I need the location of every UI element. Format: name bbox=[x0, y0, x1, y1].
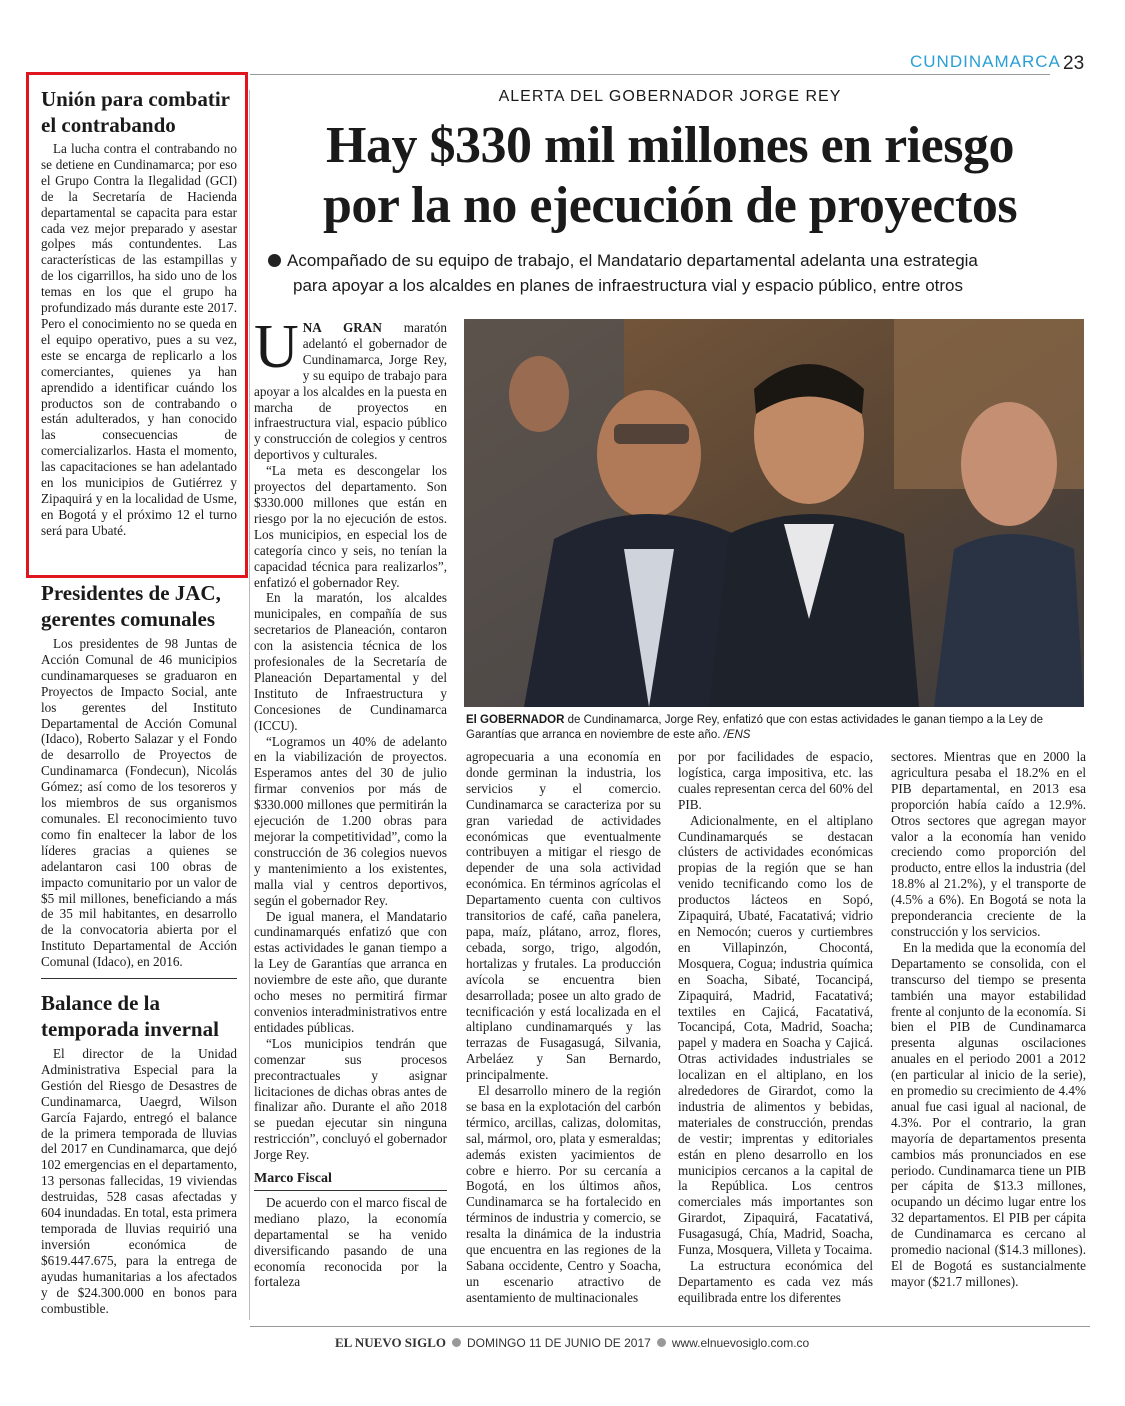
governor-photo bbox=[464, 319, 1084, 707]
footer-url: www.elnuevosiglo.com.co bbox=[671, 1336, 810, 1350]
headline-line-1: Hay $330 mil millones en riesgo bbox=[326, 117, 1014, 174]
photo-illustration bbox=[464, 319, 1084, 707]
col4-p1: sectores. Mientras que en 2000 la agricultura pesaba el 18.2% en el PIB departamental, en 2013 esa proporción había caído a 12.9%. Otros sectores que agregan mayor valor a la economía han venido creciendo como proporción del producto, entre ellos la industria (del 18.8% al 21.2%), y el transporte de (4.5% a 6%). En Bogotá se nota la preponderancia creciente de la construcción y los servicios. bbox=[891, 749, 1086, 939]
lead-caps: NA GRAN bbox=[302, 320, 382, 335]
footer-brand: EL NUEVO SIGLO bbox=[335, 1335, 446, 1350]
box1-title: Unión para combatir el contrabando bbox=[41, 87, 230, 137]
footer bbox=[335, 1335, 895, 1351]
article-column-3 bbox=[678, 749, 873, 1306]
box2-title: Presidentes de JAC, gerentes comunales bbox=[41, 581, 221, 631]
article-column-4 bbox=[891, 749, 1086, 1290]
box3-title: Balance de la temporada invernal bbox=[41, 991, 219, 1041]
header-rule bbox=[250, 74, 1050, 75]
col2-p1: agropecuaria a una economía en donde germinan la industria, los servicios y el comercio. Cundinamarca se caracteriza por su gran variedad de actividades económicas que eventualmente contribuyen a mitigar el riesgo de depender de una sola actividad económica. En términos agrícolas el Departamento cuenta con cultivos transitorios de café, caña panelera, papa, maíz, plátano, arroz, flores, cebada, sorgo, trigo, algodón, hortalizas y frutales. La producción avícola se encuentra bien desarrollada; posee un alto grado de tecnificación y está localizada en el altiplano cundinamarqués y las terrazas de Fusagasugá, Silvania, Arbeláez y San Bernardo, principalmente. bbox=[466, 749, 661, 1083]
box1-paragraph: La lucha contra el contrabando no se detiene en Cundinamarca; por eso el Grupo Contra la Ilegalidad (GCI) de la Secretaría de Hacienda departamental se capacita para estar cada vez mejor preparado y asestar golpes más contundentes. Las características de las estampillas y de los cigarrillos, ha sido uno de los temas en los que el grupo ha profundizado más durante este 2017. Pero el conocimiento no se queda en el equipo operativo, pues a su vez, este se encarga de replicarlo a los comerciantes, quienes ya han aprendido a identificar cuándo los productos son de contrabando o están adulterados, y han conocido las consecuencias de comercializarlos. Hasta el momento, las capacitaciones se han adelantado en los municipios de Gutiérrez y Zipaquirá y en la localidad de Usme, en Bogotá y el próximo 12 el turno será para Ubaté. bbox=[41, 141, 237, 538]
box2-text bbox=[41, 636, 237, 970]
deck bbox=[268, 248, 1078, 298]
col3-p3: La estructura económica del Departamento es cada vez más equilibrada entre los diferentes bbox=[678, 1258, 873, 1305]
caption-credit: /ENS bbox=[723, 729, 751, 741]
article-column-1 bbox=[254, 313, 447, 1290]
col1-p4: “Logramos un 40% de adelanto en la viabilización de proyectos. Esperamos antes del 30 de julio firmar convenios por más de $330.000 millones que permitirán la ejecución de 1.200 obras para mejorar la competitividad”, como la construcción de 36 colegios nuevos y mantenimiento a los existentes, malla vial y centros deportivos, según el gobernador Rey. bbox=[254, 733, 447, 908]
subhead: Marco Fiscal bbox=[254, 1171, 332, 1187]
headline bbox=[255, 116, 1085, 236]
col3-p1: por por facilidades de espacio, logística, carga impositiva, etc. las cuales representan cerca del 60% del PIB. bbox=[678, 749, 873, 812]
drop-cap: U bbox=[254, 313, 299, 381]
col1-p7: De acuerdo con el marco fiscal de mediano plazo, la economía departamental se ha venido diversificando pasando de una economía reconocida por la fortaleza bbox=[254, 1194, 447, 1290]
deck-line-1: Acompañado de su equipo de trabajo, el Mandatario departamental adelanta una estrategia bbox=[287, 251, 978, 270]
dot-icon bbox=[452, 1338, 461, 1347]
box3-text bbox=[41, 1046, 237, 1316]
col1-p3: En la maratón, los alcaldes municipales, en compañía de sus secretarios de Planeación, contaron con la asistencia técnica de los profesionales de la Secretaría de Planeación Departamental y del Instituto de Infraestructura y Concesiones de Cundinamarca (ICCU). bbox=[254, 590, 447, 733]
kicker: ALERTA DEL GOBERNADOR JORGE REY bbox=[498, 88, 842, 105]
box1-text bbox=[41, 141, 237, 539]
bullet-icon bbox=[268, 254, 281, 267]
photo-caption bbox=[466, 713, 1081, 743]
col1-p5: De igual manera, el Mandatario cundinamarqués enfatizó que con estas actividades le ganan tiempo a la Ley de Garantías que arranca en noviembre de este año, que durante ocho meses no permitirá firmar convenios interadministrativos entre entidades públicas. bbox=[254, 908, 447, 1035]
col1-p1: maratón adelantó el gobernador de Cundinamarca, Jorge Rey, y su equipo de trabajo para apoyar a los alcaldes en la puesta en marcha de proyectos en infraestructura vial, espacio público y construcción de colegios y centros deportivos y culturales. bbox=[254, 320, 447, 463]
caption-text: de Cundinamarca, Jorge Rey, enfatizó que con estas actividades le ganan tiempo a la Ley de Garantías que arranca en noviembre de este año. bbox=[466, 714, 1044, 741]
article-column-2 bbox=[466, 749, 661, 1306]
box2-paragraph: Los presidentes de 98 Juntas de Acción Comunal de 46 municipios cundinamarqueses se graduaron en Proyectos de Impacto Social, ante los gerentes del Instituto Departamental de Acción Comunal (Idaco), Roberto Salazar y el Fondo de desarrollo de Proyectos de Cundinamarca (Fondecun), Nicolás Gómez; así como de los tesoreros y los miembros de sus organismos comunales. El reconocimiento tuvo como fin enaltecer la labor de los líderes gracias a quienes se adelantaron casi 100 obras de impacto comunitario por un valor de $5 mil millones, beneficiando a más de 35 mil habitantes, en desarrollo de la convocatoria abierta por el Instituto Departamental de Acción Comunal (Idaco), en 2016. bbox=[41, 636, 237, 970]
dot-icon bbox=[657, 1338, 666, 1347]
col2-p2: El desarrollo minero de la región se basa en la explotación del carbón térmico, arcillas, calizas, dolomitas, sal, mármol, oro, plata y esmeraldas; además existen yacimientos de cobre e hierro. Por su cercanía a Bogotá, en los últimos años, Cundinamarca se ha fortalecido en términos de industria y comercio, se resalta la dinámica de la industria que encuentra en las regiones de la Sabana occidente, Centro y Soacha, un escenario atractivo de asentamiento de multinacionales bbox=[466, 1083, 661, 1305]
page-number: 23 bbox=[1063, 53, 1085, 74]
footer-rule bbox=[250, 1326, 1090, 1327]
deck-line-2: para apoyar a los alcaldes en planes de infraestructura vial y espacio público, entre otros bbox=[293, 276, 963, 295]
col4-p2: En la medida que la economía del Departamento se consolida, con el transcurso del tiempo se presenta también una mayor estabilidad frente al conjunto de la economía. Si bien el PIB de Cundinamarca presenta algunas oscilaciones anuales en el periodo 2001 a 2012 (en particular al inicio de la serie), en promedio su crecimiento de 4.4% anual fue casi igual al nacional, de 4.3%. Por el contrario, la gran mayoría de departamentos presenta cambios más pronunciados en ese periodo. Cundinamarca tiene un PIB per cápita de $13.3 millones, ocupando un décimo lugar entre los 32 departamentos. El PIB per cápita de Cundinamarca es cercano al promedio nacional ($14.3 millones). El de Bogotá es sustancialmente mayor ($21.7 millones). bbox=[891, 939, 1086, 1289]
sidebar-rule bbox=[41, 978, 237, 979]
caption-bold: El GOBERNADOR bbox=[466, 714, 565, 726]
headline-line-2: por la no ejecución de proyectos bbox=[322, 177, 1018, 234]
column-divider bbox=[249, 90, 250, 1320]
col3-p2: Adicionalmente, en el altiplano Cundinamarqués se destacan clústers de actividades económicas propias de la región que se han venido tecnificando como los de productos lácteos en Sopó, Zipaquirá, Ubaté, Facatativá; vidrio en Nemocón; cueros y curtiembres en Villapinzón, Chocontá, Mosquera, Cogua; industria química en Soacha, Sibaté, Tocancipá, Zipaquirá, Madrid, Facatativá; textiles en Cajicá, Facatativá, Tocancipá, Cota, Madrid, Soacha; papel y madera en Soacha y Cajicá. Otras actividades industriales se localizan en el altiplano, en los alrededores de Girardot, como la industria de alimentos y bebidas, materiales de construcción, prendas de vestir; imprentas y editoriales están en pleno desarrollo en los municipios cercanos a la capital de la República. Los centros comerciales más importantes son Girardot, Zipaquirá, Facatativá, Fusagasugá, Chía, Madrid, Soacha, Funza, Mosquera, Villeta y Tocaima. bbox=[678, 812, 873, 1258]
col1-p2: “La meta es descongelar los proyectos del departamento. Son $330.000 millones que están en riesgo por la no ejecución de estos. Los municipios, en especial los de categoría cinco y seis, no tenían la capacidad técnica para realizarlos”, enfatizó el gobernador Rey. bbox=[254, 463, 447, 590]
section-label: CUNDINAMARCA bbox=[910, 52, 1061, 71]
col1-p6: “Los municipios tendrán que comenzar sus procesos precontractuales y asignar licitaciones de dichas obras antes de finalizar año. Durante el año 2018 se puedan ejecutar sin ninguna restricción”, concluyó el gobernador Jorge Rey. bbox=[254, 1035, 447, 1163]
subhead-rule bbox=[254, 1190, 447, 1191]
box3-paragraph: El director de la Unidad Administrativa Especial para la Gestión del Riesgo de Desastres de Cundinamarca, Uaegrd, Wilson García Fajardo, entregó el balance de la primera temporada de lluvias del 2017 en Cundinamarca, que dejó 102 emergencias en el departamento, 13 personas fallecidas, 19 viviendas destruidas, 528 casas afectadas y 604 inundadas. En total, esta primera temporada de lluvias requirió una inversión económica de $619.447.675, para la entrega de ayudas humanitarias a los afectados y de $24.300.000 en bonos para combustible. bbox=[41, 1046, 237, 1316]
footer-date: DOMINGO 11 DE JUNIO DE 2017 bbox=[467, 1336, 651, 1350]
